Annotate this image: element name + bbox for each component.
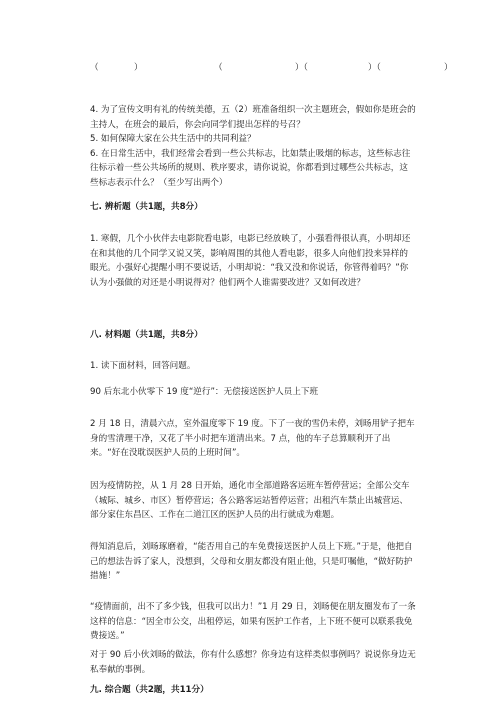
section-7-heading: 七. 辨析题（共1题，共8分） bbox=[90, 202, 203, 212]
blank-close-open: ）（ bbox=[295, 63, 308, 73]
section-7-question-1: 1. 寒假，几个小伙伴去电影院看电影，电影已经放映了，小强看得很认真，小明却还在和其他的几个同学又说又笑，影响周围的其他人看电影，很多人向他们投来异样的眼光。小强好心提醒小明不要说话，小明却说：“我又没和你说话，你管得着吗？”你认为小强做的对还是小明说得对？他们两个人谁需要改进？又如何改进？ bbox=[90, 234, 411, 288]
blank-close: ） bbox=[444, 63, 453, 73]
section-9-heading: 九. 综合题（共2题，共11分） bbox=[90, 685, 209, 695]
blank-close-open: ）（ bbox=[368, 63, 381, 73]
answer-blanks-row bbox=[90, 61, 453, 77]
question-5: 5. 如何保障大家在公共生活中的共同利益？ bbox=[90, 134, 256, 145]
material-title: 90 后东北小伙零下 19 度“逆行”：无偿接送医护人员上下班 bbox=[90, 387, 319, 397]
material-question: 对于 90 后小伙刘旸的做法，你有什么感想？你身边有这样类似事例吗？说说你身边无私奉献的事例。 bbox=[90, 650, 416, 675]
material-paragraph: 因为疫情防控，从 1 月 28 日开始，通化市全部道路客运班车暂停营运；全部公交车（城际、城乡、市区）暂停营运；各公路客运站暂停运营；出租汽车禁止出城营运、部分家住东昌区、工作在二道江区的医护人员的出行就成为难题。 bbox=[90, 481, 410, 521]
question-4: 4. 为了宣传文明有礼的传统美德，五（2）班准备组织一次主题班会，假如你是班会的主持人，在班会的最后，你会向同学们提出怎样的号召？ bbox=[90, 105, 416, 130]
material-paragraph: 得知消息后，刘旸琢磨着，“能否用自己的车免费接送医护人员上下班。”于是，他把自己的想法告诉了家人，没想到，父母和女朋友都没有阻止他，只是叮嘱他，“做好防护措施！” bbox=[90, 542, 413, 582]
blank-close: ） bbox=[134, 63, 143, 73]
section-8-heading: 八. 材料题（共1题，共8分） bbox=[90, 330, 203, 340]
question-block-4-6 bbox=[90, 103, 416, 191]
blank-open: （ bbox=[214, 63, 223, 73]
question-6: 6. 在日常生活中，我们经常会看到一些公共标志，比如禁止吸烟的标志，这些标志往往标示着一些公共场所的规则、秩序要求，请你说说，你都看到过哪些公共标志，这些标志表示什么？（至少写出两个） bbox=[90, 148, 411, 188]
section-8-question-1: 1. 读下面材料，回答问题。 bbox=[90, 361, 196, 371]
material-paragraph: 2 月 18 日，清晨六点，室外温度零下 19 度。下了一夜的雪仍未停，刘旸用铲子把车身的雪清理干净，又花了半小时把车道清出来。7 点，他的车子总算顺利开了出来。“好在没耽误医护人员的上班时间”。 bbox=[90, 419, 415, 459]
material-paragraph: “疫情面前，出不了多少钱，但我可以出力！”1 月 29 日，刘旸便在朋友圈发布了一条这样的信息：“因全市公交，出租停运，如果有医护工作者，上下班不便可以联系我免费接送。” bbox=[90, 602, 416, 642]
blank-open: （ bbox=[90, 63, 99, 73]
